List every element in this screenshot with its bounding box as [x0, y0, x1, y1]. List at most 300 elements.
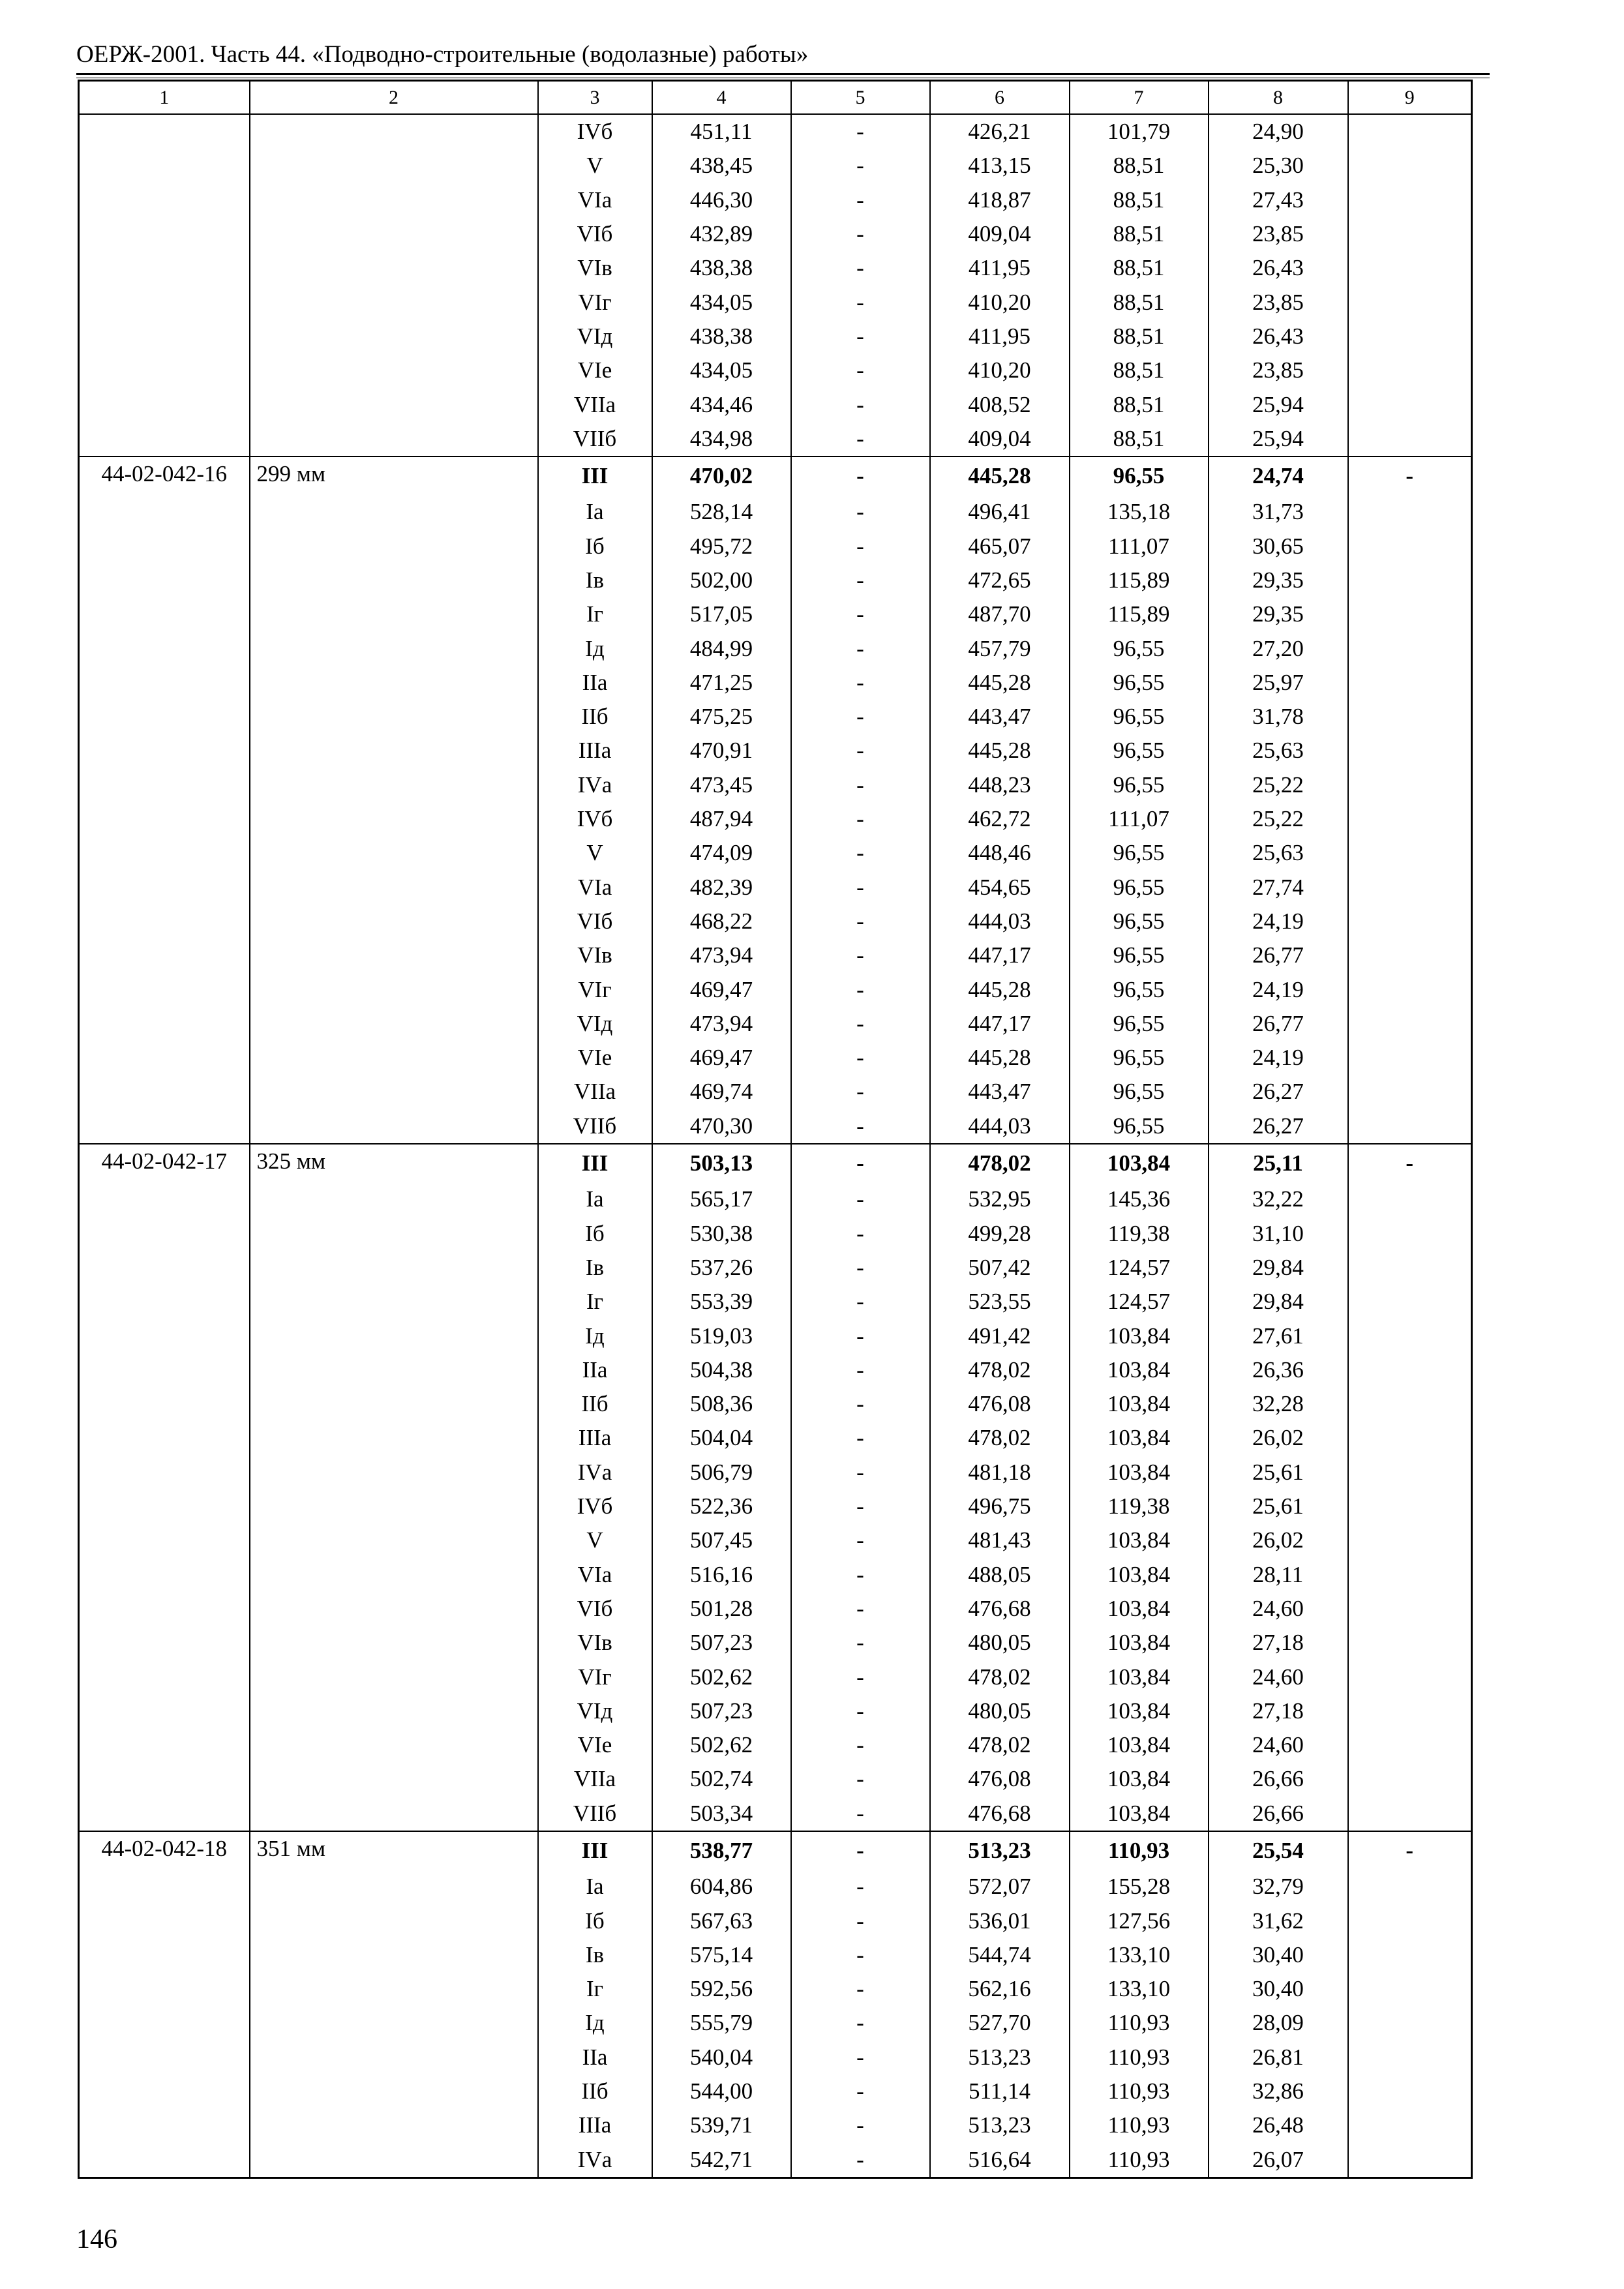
row-name [250, 1660, 538, 1694]
row-col5: - [791, 1870, 930, 1904]
row-col4: 469,74 [652, 1075, 791, 1109]
row-col4: 469,47 [652, 972, 791, 1006]
row-col8: 32,86 [1209, 2074, 1348, 2108]
row-col7: 133,10 [1070, 1938, 1209, 1972]
row-col6: 527,70 [930, 2006, 1070, 2040]
row-name [250, 938, 538, 972]
row-col7: 88,51 [1070, 422, 1209, 456]
row-name [250, 320, 538, 353]
table-row [79, 2143, 1472, 2178]
row-col6: 544,74 [930, 1938, 1070, 1972]
row-col7: 103,84 [1070, 1762, 1209, 1796]
row-code [79, 251, 250, 285]
row-col9 [1348, 1694, 1472, 1728]
row-col6: 410,20 [930, 285, 1070, 319]
table-row [79, 1109, 1472, 1144]
row-col6: 444,03 [930, 1109, 1070, 1144]
row-col4: 506,79 [652, 1456, 791, 1489]
row-code [79, 836, 250, 870]
row-name [250, 1075, 538, 1109]
row-col6: 513,23 [930, 2041, 1070, 2074]
row-col5: - [791, 530, 930, 563]
row-code [79, 1217, 250, 1251]
row-col6: 454,65 [930, 871, 1070, 905]
row-col6: 462,72 [930, 802, 1070, 836]
row-name [250, 1728, 538, 1762]
row-col6: 536,01 [930, 1904, 1070, 1937]
row-zone: IVб [538, 114, 652, 149]
row-col7: 110,93 [1070, 2108, 1209, 2142]
row-name [250, 1626, 538, 1660]
row-col8: 31,10 [1209, 1217, 1348, 1251]
row-name [250, 217, 538, 251]
row-col9 [1348, 1938, 1472, 1972]
row-zone: VIв [538, 1626, 652, 1660]
row-code [79, 285, 250, 319]
table-row [79, 1456, 1472, 1489]
row-col7: 96,55 [1070, 1041, 1209, 1075]
row-col4: 565,17 [652, 1182, 791, 1216]
row-col6: 413,15 [930, 149, 1070, 183]
row-name [250, 1041, 538, 1075]
row-code [79, 1523, 250, 1557]
row-col7: 96,55 [1070, 700, 1209, 734]
row-col9 [1348, 1251, 1472, 1285]
row-zone: VIIа [538, 1762, 652, 1796]
row-col5: - [791, 905, 930, 938]
row-col7: 88,51 [1070, 320, 1209, 353]
row-code [79, 1456, 250, 1489]
row-col8: 25,94 [1209, 422, 1348, 456]
row-col7: 88,51 [1070, 285, 1209, 319]
row-code [79, 1728, 250, 1762]
row-col4: 537,26 [652, 1251, 791, 1285]
table-row [79, 1387, 1472, 1421]
table-row [79, 938, 1472, 972]
row-col6: 478,02 [930, 1353, 1070, 1387]
row-name [250, 1007, 538, 1041]
table-row [79, 1523, 1472, 1557]
row-code [79, 1285, 250, 1319]
row-col7: 103,84 [1070, 1660, 1209, 1694]
row-col7: 96,55 [1070, 1109, 1209, 1144]
row-code [79, 1557, 250, 1591]
row-col8: 26,77 [1209, 1007, 1348, 1041]
row-col4: 438,38 [652, 251, 791, 285]
row-col7: 103,84 [1070, 1421, 1209, 1455]
row-code [79, 871, 250, 905]
row-col7: 119,38 [1070, 1489, 1209, 1523]
row-zone: V [538, 1523, 652, 1557]
row-name [250, 2074, 538, 2108]
row-col9 [1348, 1353, 1472, 1387]
row-col6: 516,64 [930, 2143, 1070, 2178]
row-col5: - [791, 666, 930, 700]
row-col6: 513,23 [930, 2108, 1070, 2142]
row-col4: 434,05 [652, 285, 791, 319]
row-col7: 103,84 [1070, 1387, 1209, 1421]
row-col5: - [791, 700, 930, 734]
row-col6: 481,18 [930, 1456, 1070, 1489]
row-name [250, 1489, 538, 1523]
table-row [79, 597, 1472, 631]
row-zone: IVб [538, 1489, 652, 1523]
row-col6: 426,21 [930, 114, 1070, 149]
row-col8: 31,62 [1209, 1904, 1348, 1937]
row-col5: - [791, 1319, 930, 1353]
row-code [79, 149, 250, 183]
row-code [79, 353, 250, 387]
row-zone: VIв [538, 938, 652, 972]
row-col9 [1348, 938, 1472, 972]
row-zone: VIIб [538, 1797, 652, 1831]
row-col8: 29,35 [1209, 563, 1348, 597]
row-zone: Iв [538, 563, 652, 597]
row-col9 [1348, 149, 1472, 183]
row-col5: - [791, 1904, 930, 1937]
row-name [250, 631, 538, 665]
column-number: 3 [538, 81, 652, 115]
row-zone: IVа [538, 1456, 652, 1489]
row-code [79, 1387, 250, 1421]
row-col4: 575,14 [652, 1938, 791, 1972]
row-zone: IIб [538, 2074, 652, 2108]
row-col9 [1348, 1489, 1472, 1523]
row-code [79, 1007, 250, 1041]
table-row [79, 530, 1472, 563]
row-col5: - [791, 2143, 930, 2178]
row-zone: VIв [538, 251, 652, 285]
row-col9 [1348, 1870, 1472, 1904]
row-col7: 103,84 [1070, 1626, 1209, 1660]
row-col4: 540,04 [652, 2041, 791, 2074]
row-code [79, 1251, 250, 1285]
table-row [79, 1904, 1472, 1937]
row-zone: Iд [538, 2006, 652, 2040]
row-col4: 504,38 [652, 1353, 791, 1387]
row-col5: - [791, 1694, 930, 1728]
row-col5: - [791, 1797, 930, 1831]
row-name [250, 1938, 538, 1972]
row-col8: 29,35 [1209, 597, 1348, 631]
table-row [79, 1831, 1472, 1870]
row-col4: 501,28 [652, 1592, 791, 1626]
row-col5: - [791, 1217, 930, 1251]
column-number: 8 [1209, 81, 1348, 115]
row-code [79, 1421, 250, 1455]
row-zone: IIIа [538, 1421, 652, 1455]
row-code [79, 1870, 250, 1904]
row-col8: 26,77 [1209, 938, 1348, 972]
row-col8: 25,63 [1209, 836, 1348, 870]
table-row [79, 1938, 1472, 1972]
row-col4: 468,22 [652, 905, 791, 938]
row-col7: 110,93 [1070, 2074, 1209, 2108]
row-col6: 411,95 [930, 251, 1070, 285]
row-col9 [1348, 1387, 1472, 1421]
row-zone: VIа [538, 871, 652, 905]
table-row [79, 1626, 1472, 1660]
row-col6: 513,23 [930, 1831, 1070, 1870]
table-row [79, 1728, 1472, 1762]
row-col8: 26,81 [1209, 2041, 1348, 2074]
row-col5: - [791, 2074, 930, 2108]
row-col4: 530,38 [652, 1217, 791, 1251]
row-col9 [1348, 836, 1472, 870]
table-row [79, 495, 1472, 529]
row-col9 [1348, 666, 1472, 700]
row-zone: VIа [538, 183, 652, 217]
row-col7: 103,84 [1070, 1456, 1209, 1489]
row-name [250, 1319, 538, 1353]
row-col5: - [791, 1728, 930, 1762]
row-name [250, 251, 538, 285]
column-number: 5 [791, 81, 930, 115]
row-col6: 445,28 [930, 666, 1070, 700]
row-col8: 32,22 [1209, 1182, 1348, 1216]
row-name [250, 597, 538, 631]
row-col5: - [791, 1489, 930, 1523]
row-col4: 434,98 [652, 422, 791, 456]
row-col8: 26,27 [1209, 1075, 1348, 1109]
row-col7: 96,55 [1070, 666, 1209, 700]
row-col7: 135,18 [1070, 495, 1209, 529]
row-col6: 443,47 [930, 700, 1070, 734]
row-col9: - [1348, 456, 1472, 495]
row-zone: III [538, 456, 652, 495]
table-row [79, 972, 1472, 1006]
row-col9 [1348, 700, 1472, 734]
row-col4: 544,00 [652, 2074, 791, 2108]
row-col4: 474,09 [652, 836, 791, 870]
row-code [79, 802, 250, 836]
table-row [79, 905, 1472, 938]
row-col4: 502,62 [652, 1660, 791, 1694]
row-col4: 522,36 [652, 1489, 791, 1523]
row-code [79, 905, 250, 938]
row-code [79, 1797, 250, 1831]
row-name [250, 353, 538, 387]
row-col8: 25,94 [1209, 387, 1348, 421]
row-code: 44-02-042-18 [79, 1831, 250, 1870]
row-name [250, 1109, 538, 1144]
row-code [79, 1041, 250, 1075]
row-col6: 488,05 [930, 1557, 1070, 1591]
row-code [79, 320, 250, 353]
row-code [79, 938, 250, 972]
row-col7: 103,84 [1070, 1353, 1209, 1387]
table-row [79, 768, 1472, 802]
row-code [79, 1626, 250, 1660]
row-col9 [1348, 1972, 1472, 2006]
row-col6: 448,23 [930, 768, 1070, 802]
row-col6: 499,28 [930, 1217, 1070, 1251]
row-col9: - [1348, 1144, 1472, 1182]
row-col9 [1348, 802, 1472, 836]
table-row [79, 2108, 1472, 2142]
row-col5: - [791, 320, 930, 353]
row-col8: 24,19 [1209, 1041, 1348, 1075]
row-col5: - [791, 1251, 930, 1285]
row-col4: 470,30 [652, 1109, 791, 1144]
row-zone: VIб [538, 1592, 652, 1626]
row-col9 [1348, 183, 1472, 217]
row-name [250, 1523, 538, 1557]
column-number: 4 [652, 81, 791, 115]
table-row [79, 456, 1472, 495]
row-col8: 25,30 [1209, 149, 1348, 183]
row-col5: - [791, 1182, 930, 1216]
row-col6: 480,05 [930, 1694, 1070, 1728]
row-col5: - [791, 456, 930, 495]
row-col5: - [791, 183, 930, 217]
row-col8: 26,43 [1209, 320, 1348, 353]
row-col7: 96,55 [1070, 871, 1209, 905]
row-col8: 27,74 [1209, 871, 1348, 905]
table-row [79, 1694, 1472, 1728]
row-col8: 24,19 [1209, 972, 1348, 1006]
row-col8: 26,27 [1209, 1109, 1348, 1144]
row-col6: 444,03 [930, 905, 1070, 938]
row-col8: 24,19 [1209, 905, 1348, 938]
row-name [250, 768, 538, 802]
row-col6: 478,02 [930, 1421, 1070, 1455]
row-col5: - [791, 285, 930, 319]
row-zone: III [538, 1144, 652, 1182]
row-col9 [1348, 2006, 1472, 2040]
row-col6: 496,75 [930, 1489, 1070, 1523]
table-row [79, 1557, 1472, 1591]
row-code [79, 563, 250, 597]
row-col9 [1348, 495, 1472, 529]
table-body [79, 81, 1472, 2178]
row-col4: 473,45 [652, 768, 791, 802]
row-col8: 24,60 [1209, 1728, 1348, 1762]
row-col5: - [791, 2006, 930, 2040]
row-col5: - [791, 972, 930, 1006]
row-col8: 25,22 [1209, 802, 1348, 836]
row-name [250, 1353, 538, 1387]
row-code [79, 1489, 250, 1523]
table-row [79, 1972, 1472, 2006]
row-name [250, 1762, 538, 1796]
row-col9 [1348, 251, 1472, 285]
row-name [250, 1557, 538, 1591]
row-name [250, 1251, 538, 1285]
row-code [79, 217, 250, 251]
row-zone: VIе [538, 1041, 652, 1075]
row-col5: - [791, 1109, 930, 1144]
row-col6: 572,07 [930, 1870, 1070, 1904]
row-name [250, 666, 538, 700]
row-col6: 445,28 [930, 734, 1070, 768]
row-col9 [1348, 734, 1472, 768]
row-col6: 476,08 [930, 1762, 1070, 1796]
row-col5: - [791, 631, 930, 665]
row-col4: 542,71 [652, 2143, 791, 2178]
row-col7: 88,51 [1070, 353, 1209, 387]
row-col9 [1348, 1762, 1472, 1796]
row-col7: 110,93 [1070, 2143, 1209, 2178]
row-col7: 103,84 [1070, 1797, 1209, 1831]
row-col9 [1348, 2041, 1472, 2074]
table-row [79, 149, 1472, 183]
row-col7: 88,51 [1070, 217, 1209, 251]
row-code [79, 530, 250, 563]
row-col8: 26,66 [1209, 1797, 1348, 1831]
row-col5: - [791, 1421, 930, 1455]
row-col7: 96,55 [1070, 768, 1209, 802]
price-table [78, 80, 1473, 2179]
row-col4: 538,77 [652, 1831, 791, 1870]
row-col6: 418,87 [930, 183, 1070, 217]
row-col4: 473,94 [652, 1007, 791, 1041]
row-col4: 470,91 [652, 734, 791, 768]
table-row [79, 217, 1472, 251]
row-col8: 26,66 [1209, 1762, 1348, 1796]
row-name [250, 2108, 538, 2142]
row-col8: 24,90 [1209, 114, 1348, 149]
row-col8: 26,48 [1209, 2108, 1348, 2142]
row-col7: 115,89 [1070, 597, 1209, 631]
row-zone: Iа [538, 1870, 652, 1904]
row-col6: 476,68 [930, 1592, 1070, 1626]
row-col4: 592,56 [652, 1972, 791, 2006]
row-col6: 410,20 [930, 353, 1070, 387]
row-col7: 124,57 [1070, 1251, 1209, 1285]
row-col4: 438,45 [652, 149, 791, 183]
row-col8: 29,84 [1209, 1251, 1348, 1285]
row-col8: 27,18 [1209, 1626, 1348, 1660]
row-col4: 502,00 [652, 563, 791, 597]
row-zone: Iд [538, 631, 652, 665]
row-col9 [1348, 530, 1472, 563]
row-zone: Iг [538, 597, 652, 631]
row-code [79, 2108, 250, 2142]
column-number: 1 [79, 81, 250, 115]
row-name [250, 1421, 538, 1455]
row-col8: 32,28 [1209, 1387, 1348, 1421]
row-col8: 23,85 [1209, 285, 1348, 319]
table-row [79, 1041, 1472, 1075]
row-col5: - [791, 938, 930, 972]
table-row [79, 700, 1472, 734]
row-name [250, 836, 538, 870]
row-zone: VIд [538, 1694, 652, 1728]
row-zone: IVа [538, 2143, 652, 2178]
row-name [250, 563, 538, 597]
row-col8: 28,09 [1209, 2006, 1348, 2040]
row-col6: 411,95 [930, 320, 1070, 353]
row-col5: - [791, 2108, 930, 2142]
row-name [250, 1456, 538, 1489]
row-col8: 30,65 [1209, 530, 1348, 563]
row-col9 [1348, 1421, 1472, 1455]
row-col7: 96,55 [1070, 734, 1209, 768]
row-col9 [1348, 1557, 1472, 1591]
table-row [79, 1217, 1472, 1251]
row-col5: - [791, 1660, 930, 1694]
row-col8: 24,74 [1209, 456, 1348, 495]
row-col5: - [791, 1938, 930, 1972]
running-header: ОЕРЖ-2001. Часть 44. «Подводно-строительные (водолазные) работы» [76, 41, 809, 68]
table-row [79, 2074, 1472, 2108]
table-row [79, 1421, 1472, 1455]
row-code [79, 1904, 250, 1937]
row-name [250, 871, 538, 905]
row-col9 [1348, 422, 1472, 456]
row-col7: 96,55 [1070, 836, 1209, 870]
